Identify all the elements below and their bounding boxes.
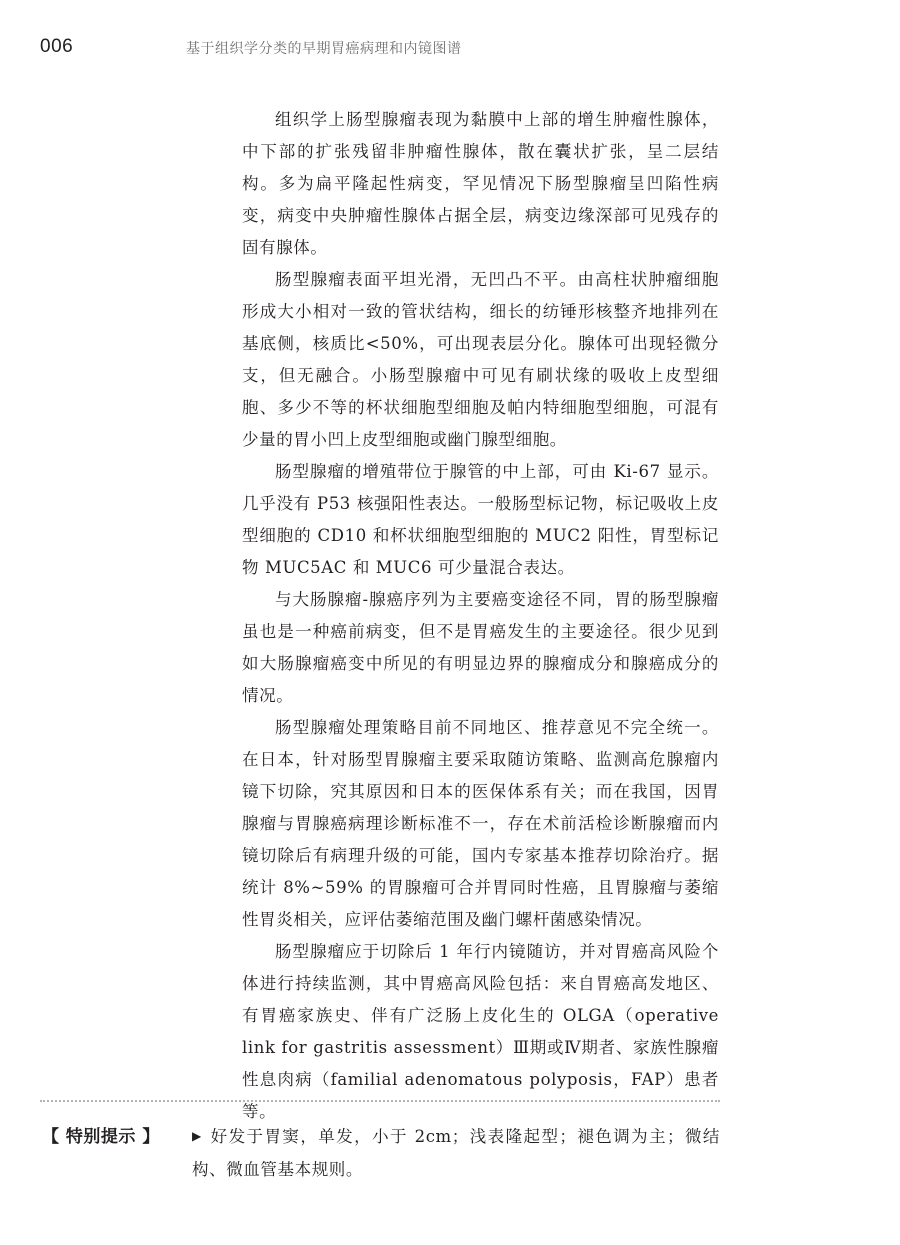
dotted-divider — [40, 1100, 720, 1102]
paragraph-management: 肠型腺瘤处理策略目前不同地区、推荐意见不完全统一。在日本，针对肠型胃腺瘤主要采取随访策略、监测高危腺瘤内镜下切除，究其原因和日本的医保体系有关；而在我国，因胃腺瘤与胃腺癌病理诊断标准不一，存在术前活检诊断腺瘤而内镜切除后有病理升级的可能，国内专家基本推荐切除治疗。据统计 8%~59% 的胃腺瘤可合并胃同时性癌，且胃腺瘤与萎缩性胃炎相关，应评估萎缩范围及幽门螺杆菌感染情况。 — [242, 718, 719, 929]
bullet-arrow-icon: ▶ — [192, 1129, 203, 1143]
special-tip-text: 好发于胃窦，单发，小于 2cm；浅表隆起型；褪色调为主；微结构、微血管基本规则。 — [192, 1127, 720, 1179]
running-title: 基于组织学分类的早期胃癌病理和内镜图谱 — [186, 41, 462, 57]
paragraph-carcinogenesis: 与大肠腺瘤-腺癌序列为主要癌变途径不同，胃的肠型腺瘤虽也是一种癌前病变，但不是胃癌发生的主要途径。很少见到如大肠腺瘤癌变中所见的有明显边界的腺瘤成分和腺癌成分的情况。 — [242, 590, 719, 705]
page-number: 006 — [40, 36, 74, 57]
special-tip-content — [192, 1120, 720, 1186]
special-tip-label: 【 特别提示 】 — [42, 1127, 160, 1147]
paragraph-proliferation-markers: 肠型腺瘤的增殖带位于腺管的中上部，可由 Ki-67 显示。几乎没有 P53 核强阳性表达。一般肠型标记物，标记吸收上皮型细胞的 CD10 和杯状细胞型细胞的 MUC2 阳性，胃型标记物 MUC5AC 和 MUC6 可少量混合表达。 — [242, 462, 719, 577]
paragraph-histology: 组织学上肠型腺瘤表现为黏膜中上部的增生肿瘤性腺体，中下部的扩张残留非肿瘤性腺体，散在囊状扩张，呈二层结构。多为扁平隆起性病变，罕见情况下肠型腺瘤呈凹陷性病变，病变中央肿瘤性腺体占据全层，病变边缘深部可见残存的固有腺体。 — [242, 110, 719, 257]
body-text — [242, 104, 719, 1128]
paragraph-follow-up: 肠型腺瘤应于切除后 1 年行内镜随访，并对胃癌高风险个体进行持续监测，其中胃癌高风险包括：来自胃癌高发地区、有胃癌家族史、伴有广泛肠上皮化生的 OLGA（operative link for gastritis assessment）Ⅲ期或Ⅳ期者、家族性腺瘤性息肉病（familial adenomatous polyposis，FAP）患者等。 — [242, 942, 719, 1121]
paragraph-surface-morphology: 肠型腺瘤表面平坦光滑，无凹凸不平。由高柱状肿瘤细胞形成大小相对一致的管状结构，细长的纺锤形核整齐地排列在基底侧，核质比<50%，可出现表层分化。腺体可出现轻微分支，但无融合。小肠型腺瘤中可见有刷状缘的吸收上皮型细胞、多少不等的杯状细胞型细胞及帕内特细胞型细胞，可混有少量的胃小凹上皮型细胞或幽门腺型细胞。 — [242, 270, 719, 449]
